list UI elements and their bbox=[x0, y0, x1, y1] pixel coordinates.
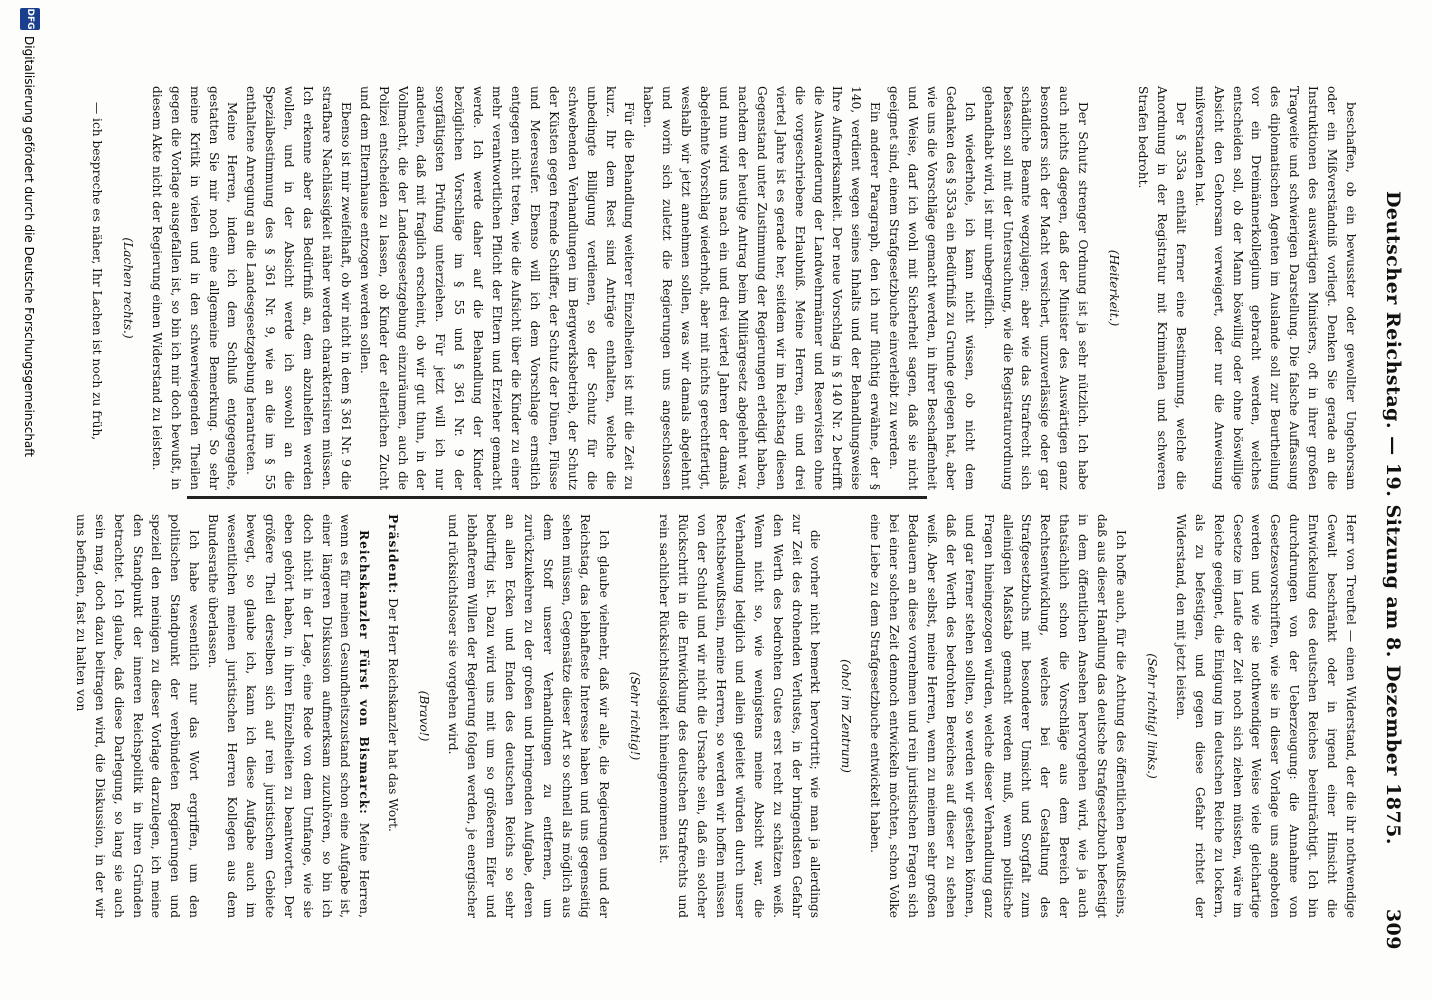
page-number: 309 bbox=[1382, 908, 1404, 950]
column-divider bbox=[187, 496, 927, 499]
speech-text: Meine Herren, wenn es für meinen Gesundheitszustand schon eine Aufgabe ist, einer längeren Diskussion aufmerksam zuzuhören, so bin ich doch nicht in der Lage, eine Rede von dem Umfange, wie sie eben gehört haben, in ihren Einzelheiten zu beantworten. Der größere Theil derselben sich auf rein juristischem Gebiete bewegt, so glaube ich, kann ich diese Aufgabe auch im wesentlichen meinen juristischen Herren Kollegen aus dem Bundesrathe überlassen. bbox=[206, 514, 372, 918]
interjection: (Lachen rechts.) bbox=[120, 237, 135, 339]
paragraph bbox=[203, 514, 373, 918]
paragraph: Meine Herren, indem ich dem Schluß entgegengehe, gestatten Sie mir noch eine allgemeine Bemerkung. So sehr meine Kritik in vielen und in den schwerwiegenden Theilen gegen die Vorlage ausgefallen ist, so bin ich mir doch bewußt, in diesem Akte nicht der Regierung einen Widerstand zu leisten. bbox=[149, 86, 240, 490]
paragraph: Der Schutz strenger Ordnung ist ja sehr nützlich. Ich habe auch nichts dagegen, daß der Minister des Auswärtigen ganz besonders sich der Macht versichert, unzuverlässige oder gar schädliche Beamte wegzujagen; aber wie das Strafrecht sich befassen soll mit der Untersuchung, wie die Registraturordnung gehandhabt wird, ist mir unbegreiflich. bbox=[981, 86, 1091, 490]
paragraph: — ich bespreche es näher, Ihr Lachen ist noch zu früh, bbox=[90, 102, 104, 441]
paragraph: Für die Behandlung weiterer Einzelheiten ist mit die Zeit zu kurz. Ihr dem Rest sind Anträge enthalten, welche die unbedingte Billigung verdienen, so der Schutz für die schwebenden Verhandlungen im Bergwerksbetrieb, der Schutz der Küsten gegen fremde Schiffer, der Schutz der Dünen, Flüsse und Meeresufer. Ebenso will ich dem Vorschlage ernstlich entgegen nicht treten, wie die Aufsicht über die Kinder zu einer mehr verantwortlichen Pflicht der Eltern und Erzieher gemacht werde. Ich werde daher auf die Behandlung der Kinder bezüglichen Vorschläge im § 55 und § 361 Nr. 9 der sorgfältigsten Prüfung unterziehen. Für jetzt will ich nur andeuten, daß mit fraglich erscheint, ob wir gut thun, in der Vollmacht, die der Landesgesetzgebung einzuräumen, auch die Polizei entscheiden zu lassen, ob Kinder der elterlichen Zucht und dem Elternhause entzogen werden sollen. bbox=[357, 86, 637, 490]
speech-text: Der Herr Reichskanzler hat das Wort. bbox=[386, 594, 401, 832]
paragraph: Ich hoffe auch, für die Achtung des öffentlichen Bewußtseins, daß aus dieser Handlung das deutsche Strafgesetzbuch befestigt in dem öffentlichen Ansehen hervorgehen wird, wie ja auch thatsächlich schon die Vorschläge aus dem Bereich der Rechtsentwicklung, welches bei der Gestaltung des Strafgesetzbuchs mit besonderer Umsicht und Sorgfalt zum alleinigen Maßstab gemacht werden muß, wenn politische Fragen hineingezogen würden, welche dieser Verhandlung ganz und gar ferner stehen sollten, so werden wir gestehen können, daß der Werth des bedrohten Bereiches auf dieser zu stehen weiß. Aber selbst, meine Herren, wenn zu meinem sehr großen Bedauern an diese vornehmen und rein juristischen Fragen sich bei einer solchen Zeit dennoch entwickeln möchten, schon Volke eine Liebe zu dem Strafgesetzbuche entwickelt haben. bbox=[868, 514, 1129, 918]
page-header bbox=[1374, 86, 1404, 950]
interjection: (Sehr richtig! links.) bbox=[1144, 653, 1159, 779]
paragraph bbox=[383, 514, 402, 918]
paragraph: Herr von Treuftel — einen Widerstand, der die ihr nothwendige Gewalt beschränkt oder in irgend einer Hinsicht die Entwickelung des deutschen Reiches beeinträchtigt. Ich bin durchdrungen von der Ueberzeugung: die Annahme von Gesetzesvorschriften, wie sie in dieser Vorlage uns angeboten werden und wie sie nothwendiger Weise viele gleichartige Gesetze im Laufe der Zeit noch sich ziehen müssten, wäre im Reiche geeignet, die Einigung im deutschen Reiche zu lockern, als zu befestigen, und gegen diese Gefahr richtet der Widerstand, den mit jetzt leisten. bbox=[1173, 514, 1358, 918]
digitization-credit: Digitalisierung gefördert durch die Deutsche Forschungsgemeinschaft bbox=[22, 36, 36, 458]
interjection: (Heiterkeit.) bbox=[1107, 249, 1122, 327]
paragraph: Ebenso ist mir zweifelhaft, ob wir nicht in dem § 361 Nr. 9 die strafbare Nachlässigkeit näher werden charakterisiren müssen. Ich erkenne aber das Bedürfniß an, dem abzuhelfen werden wollen, und in der Absicht werde ich sowohl an die Spezialbestimmung des § 361 Nr. 9, wie an die im § 55 enthaltene Anregung an die Landesgesetzgebung herantreten. bbox=[244, 86, 353, 490]
speaker-name: Präsident: bbox=[386, 514, 401, 595]
paragraph: die vorher nicht bemerkt hervortritt; wie man ja allerdings zur Zeit des drohenden Verlustes, in der bringendsten Gefahr den Werth des bedrohten Gutes erst recht zu schätzen weiß. Wenn nicht so, wie wenigstens meine Absicht war, die Verhandlung lediglich und allein geleitet würden durch unser Rechtsbewußtsein, meine Herren, so werden wir hoffen müssen von der Schuld und wir nicht die Ursache sein, daß ein solcher Rückschritt in die Entwicklung des deutschen Strafrechts und rein sachlicher Rücksichtslosigkeit hineingenommen ist. bbox=[657, 514, 823, 918]
interjection: (Sehr richtig!) bbox=[628, 671, 643, 761]
dfg-logo: DFG bbox=[20, 8, 40, 30]
paragraph: Ich habe wesentlich nur das Wort ergriffen, um den politischen Standpunkt der verbündeten Regierungen und speziell den meinigen zu dieser Vorlage darzulegen, ich meine den Standpunkt der inneren Reichspolitik in ihren Gründen betrachtet. Ich glaube, daß diese Darlegung, so lang sie auch sein mag, doch dazu beitragen wird, die Diskussion, in der wir uns befinden, fast zu halten von bbox=[73, 514, 202, 918]
paragraph-gap bbox=[373, 514, 383, 918]
paragraph: Der § 353a enthält ferner eine Bestimmung, welche die Anordnung in der Registratur mit Kriminalen und schweren Strafen bedroht. bbox=[1136, 86, 1188, 490]
paragraph: Ich glaube vielmehr, daß wir alle, die Regierungen und der Reichstag, das lebhafteste Interesse haben und uns gegenseitig sehen müssen, Gegensätze dieser Art so schnell als möglich aus dem Stoff unserer Verhandlungen zu entfernen, um zurückzukehren zu der großen und bringenden Aufgabe, deren an allen Ecken und Enden des deutschen Reichs so sehr bedürftig ist. Dazu wird uns mit um so größerem Eifer und lebhafterem Willen der Regierung folgen werden, je energischer und rücksichtsloser sie vorgehen wird. bbox=[446, 514, 612, 918]
right-column bbox=[71, 514, 1360, 918]
interjection: (oho! im Zentrum) bbox=[839, 659, 854, 773]
speaker-name: Reichskanzler Fürst von Bismarck: bbox=[357, 530, 372, 815]
page-title: Deutscher Reichstag. — 19. Sitzung am 8. Dezember 1875. bbox=[1382, 190, 1404, 846]
paragraph: Ein anderer Paragraph, den ich nur flüchtig erwähne, der § 140, verdient wegen seines Inhalts und der Behandlungsweise Ihre Aufmerksamkeit. Der neue Vorschlag in § 140 Nr. 2 betrifft die Auswanderung der Landwehrmänner und Reservisten ohne die vorgeschriebene Erlaubniß. Meine Herren, ein und drei viertel Jahre ist es gerade her, seitdem wir im Reichstag diesen Gegenstand unter Zustimmung der Regierungen erledigt haben, nachdem der heutige Antrag beim Militärgesetz abgelehnt war, und nun wird uns nach ein und drei viertel Jahren der damals abgelehnte Vorschlag wiederholt, aber mit nichts gerechtfertigt, weshalb wir jetzt annehmen sollen, was wir damals abgelehnt und worin sich zuletzt die Regierungen uns angeschlossen haben. bbox=[641, 86, 883, 490]
paragraph: beschaffen, ob ein bewusster oder gewollter Ungehorsam oder ein Mißverständniß vorliegt. Denken Sie gerade an die Instruktionen des auswärtigen Ministers, oft in ihrer großen Tragweite und schwierigen Darstellung. Die falsche Auffassung des diplomatischen Agenten im Auslande soll zur Beurtheilung vor ein Dreimännerkollegium gebracht werden, welches entscheiden soll, ob der Mann böswillig oder ohne böswillige Absicht den Gehorsam verweigert, oder nur die Anweisung mißverstanden hat. bbox=[1192, 86, 1358, 490]
paragraph: Ich wiederhole, ich kann nicht wissen, ob nicht dem Gedanken des § 353a ein Bedürfniß zu Grunde gelegen hat, aber wie uns die Vorschläge gemacht werden, in ihrer Beschaffenheit und Weise, darf ich wohl mit Sicherheit sagen, daß sie nicht geeignet sind, einem Strafgesetzbuche einverleibt zu werden. bbox=[887, 86, 977, 490]
left-column bbox=[87, 86, 1360, 490]
interjection: (Bravo!) bbox=[417, 690, 432, 742]
